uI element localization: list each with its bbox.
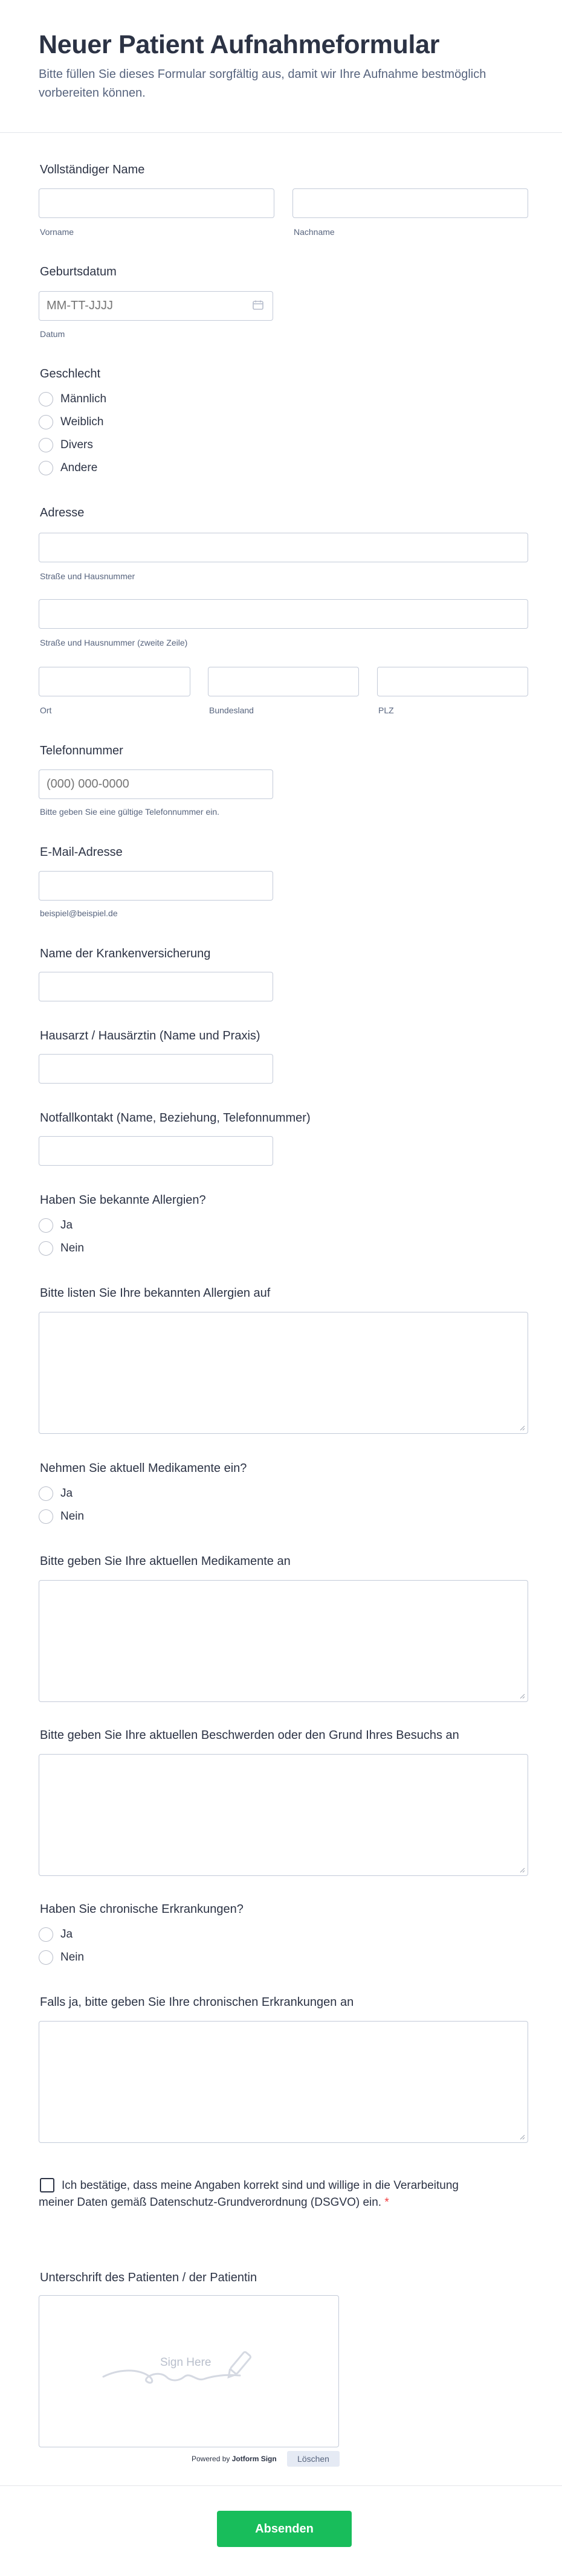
chronic-label: Haben Sie chronische Erkrankungen? xyxy=(40,1903,244,1916)
last-name-input[interactable] xyxy=(292,188,528,218)
gender-option-male[interactable] xyxy=(39,391,106,407)
medication-option-label: Ja xyxy=(60,1487,73,1500)
city-input[interactable] xyxy=(39,667,190,696)
radio-circle[interactable] xyxy=(39,1950,53,1965)
medication-option-label: Nein xyxy=(60,1510,85,1523)
resize-grip-icon[interactable] xyxy=(520,2134,525,2140)
chronic-option-no[interactable] xyxy=(39,1950,84,1965)
radio-circle[interactable] xyxy=(39,1927,53,1942)
phone-label: Telefonnummer xyxy=(40,744,123,757)
medication-textarea[interactable] xyxy=(39,1580,528,1702)
powered-prefix: Powered by xyxy=(192,2455,230,2463)
radio-circle[interactable] xyxy=(39,1509,53,1524)
medication-option-no[interactable] xyxy=(39,1509,84,1524)
zip-sublabel: PLZ xyxy=(378,705,394,715)
powered-by-text xyxy=(192,2455,277,2463)
form-header xyxy=(0,0,562,133)
chronic-option-label: Nein xyxy=(60,1951,85,1964)
gender-option-female[interactable] xyxy=(39,414,103,430)
first-name-input[interactable] xyxy=(39,188,274,218)
radio-circle[interactable] xyxy=(39,438,53,452)
complaints-textarea[interactable] xyxy=(39,1754,528,1876)
chronic-option-label: Ja xyxy=(60,1928,73,1941)
birthdate-sublabel: Datum xyxy=(40,329,65,339)
birthdate-input[interactable] xyxy=(39,291,273,321)
radio-circle[interactable] xyxy=(39,415,53,429)
form-title: Neuer Patient Aufnahmeformular xyxy=(39,30,440,59)
required-asterisk: * xyxy=(384,2196,389,2209)
gender-option-other[interactable] xyxy=(39,460,97,476)
phone-sublabel: Bitte geben Sie eine gültige Telefonnummer ein. xyxy=(40,807,220,817)
resize-grip-icon[interactable] xyxy=(520,1425,525,1431)
signature-pad[interactable] xyxy=(39,2295,339,2447)
submit-button[interactable]: Absenden xyxy=(217,2511,352,2547)
complaints-label: Bitte geben Sie Ihre aktuellen Beschwerden oder den Grund Ihres Besuchs an xyxy=(40,1729,459,1742)
allergies-textarea[interactable] xyxy=(39,1312,528,1434)
resize-grip-icon[interactable] xyxy=(520,1694,525,1699)
chronic-option-yes[interactable] xyxy=(39,1927,73,1942)
gender-option-label: Männlich xyxy=(60,393,107,405)
powered-brand[interactable]: Jotform Sign xyxy=(231,2455,277,2463)
chronic-list-label: Falls ja, bitte geben Sie Ihre chronischen Erkrankungen an xyxy=(40,1996,354,2009)
insurance-label: Name der Krankenversicherung xyxy=(40,947,211,960)
email-label: E-Mail-Adresse xyxy=(40,846,123,859)
gender-option-diverse[interactable] xyxy=(39,437,93,453)
signature-placeholder: Sign Here xyxy=(160,2356,212,2369)
allergies-option-no[interactable] xyxy=(39,1241,84,1256)
last-name-sublabel: Nachname xyxy=(294,227,335,237)
phone-input[interactable] xyxy=(39,769,273,799)
gender-option-label: Divers xyxy=(60,438,93,451)
email-sublabel: beispiel@beispiel.de xyxy=(40,908,118,918)
emergency-label: Notfallkontakt (Name, Beziehung, Telefonnummer) xyxy=(40,1111,311,1125)
doctor-label: Hausarzt / Hausärztin (Name und Praxis) xyxy=(40,1029,260,1042)
calendar-icon[interactable] xyxy=(253,300,263,310)
email-input[interactable] xyxy=(39,871,273,901)
consent-text xyxy=(39,2177,486,2211)
gender-option-label: Andere xyxy=(60,461,98,474)
form-subtitle: Bitte füllen Sie dieses Formular sorgfältig aus, damit wir Ihre Aufnahme bestmöglich vorbereiten können. xyxy=(39,68,486,100)
signature-label: Unterschrift des Patienten / der Patientin xyxy=(40,2271,257,2284)
first-name-sublabel: Vorname xyxy=(40,227,74,237)
allergies-option-label: Ja xyxy=(60,1219,73,1232)
radio-circle[interactable] xyxy=(39,1486,53,1501)
allergies-option-label: Nein xyxy=(60,1242,85,1254)
clear-signature-button[interactable]: Löschen xyxy=(287,2451,340,2467)
gender-option-label: Weiblich xyxy=(60,416,104,428)
address-label: Adresse xyxy=(40,506,85,519)
city-sublabel: Ort xyxy=(40,705,52,715)
medication-label: Nehmen Sie aktuell Medikamente ein? xyxy=(40,1462,247,1475)
street2-input[interactable] xyxy=(39,599,528,629)
doctor-input[interactable] xyxy=(39,1054,273,1084)
street-input[interactable] xyxy=(39,533,528,562)
radio-circle[interactable] xyxy=(39,461,53,475)
consent-label: Ich bestätige, dass meine Angaben korrekt sind und willige in die Verarbeitung meiner Daten gemäß Datenschutz-Grundverordnung (DSGVO) ein. xyxy=(39,2179,459,2209)
resize-grip-icon[interactable] xyxy=(520,1868,525,1873)
insurance-input[interactable] xyxy=(39,972,273,1001)
footer-divider xyxy=(0,2485,562,2486)
allergies-list-label: Bitte listen Sie Ihre bekannten Allergien auf xyxy=(40,1286,271,1300)
medication-option-yes[interactable] xyxy=(39,1486,73,1502)
chronic-textarea[interactable] xyxy=(39,2021,528,2143)
allergies-label: Haben Sie bekannte Allergien? xyxy=(40,1193,206,1207)
state-sublabel: Bundesland xyxy=(209,705,254,715)
gender-label: Geschlecht xyxy=(40,367,101,381)
street-sublabel: Straße und Hausnummer xyxy=(40,571,135,581)
name-label: Vollständiger Name xyxy=(40,163,145,176)
birthdate-label: Geburtsdatum xyxy=(40,265,117,278)
radio-circle[interactable] xyxy=(39,392,53,406)
radio-circle[interactable] xyxy=(39,1241,53,1256)
state-input[interactable] xyxy=(208,667,359,696)
radio-circle[interactable] xyxy=(39,1218,53,1233)
emergency-input[interactable] xyxy=(39,1136,273,1166)
street2-sublabel: Straße und Hausnummer (zweite Zeile) xyxy=(40,638,188,647)
medication-list-label: Bitte geben Sie Ihre aktuellen Medikamente an xyxy=(40,1555,291,1568)
allergies-option-yes[interactable] xyxy=(39,1218,73,1233)
zip-input[interactable] xyxy=(377,667,528,696)
